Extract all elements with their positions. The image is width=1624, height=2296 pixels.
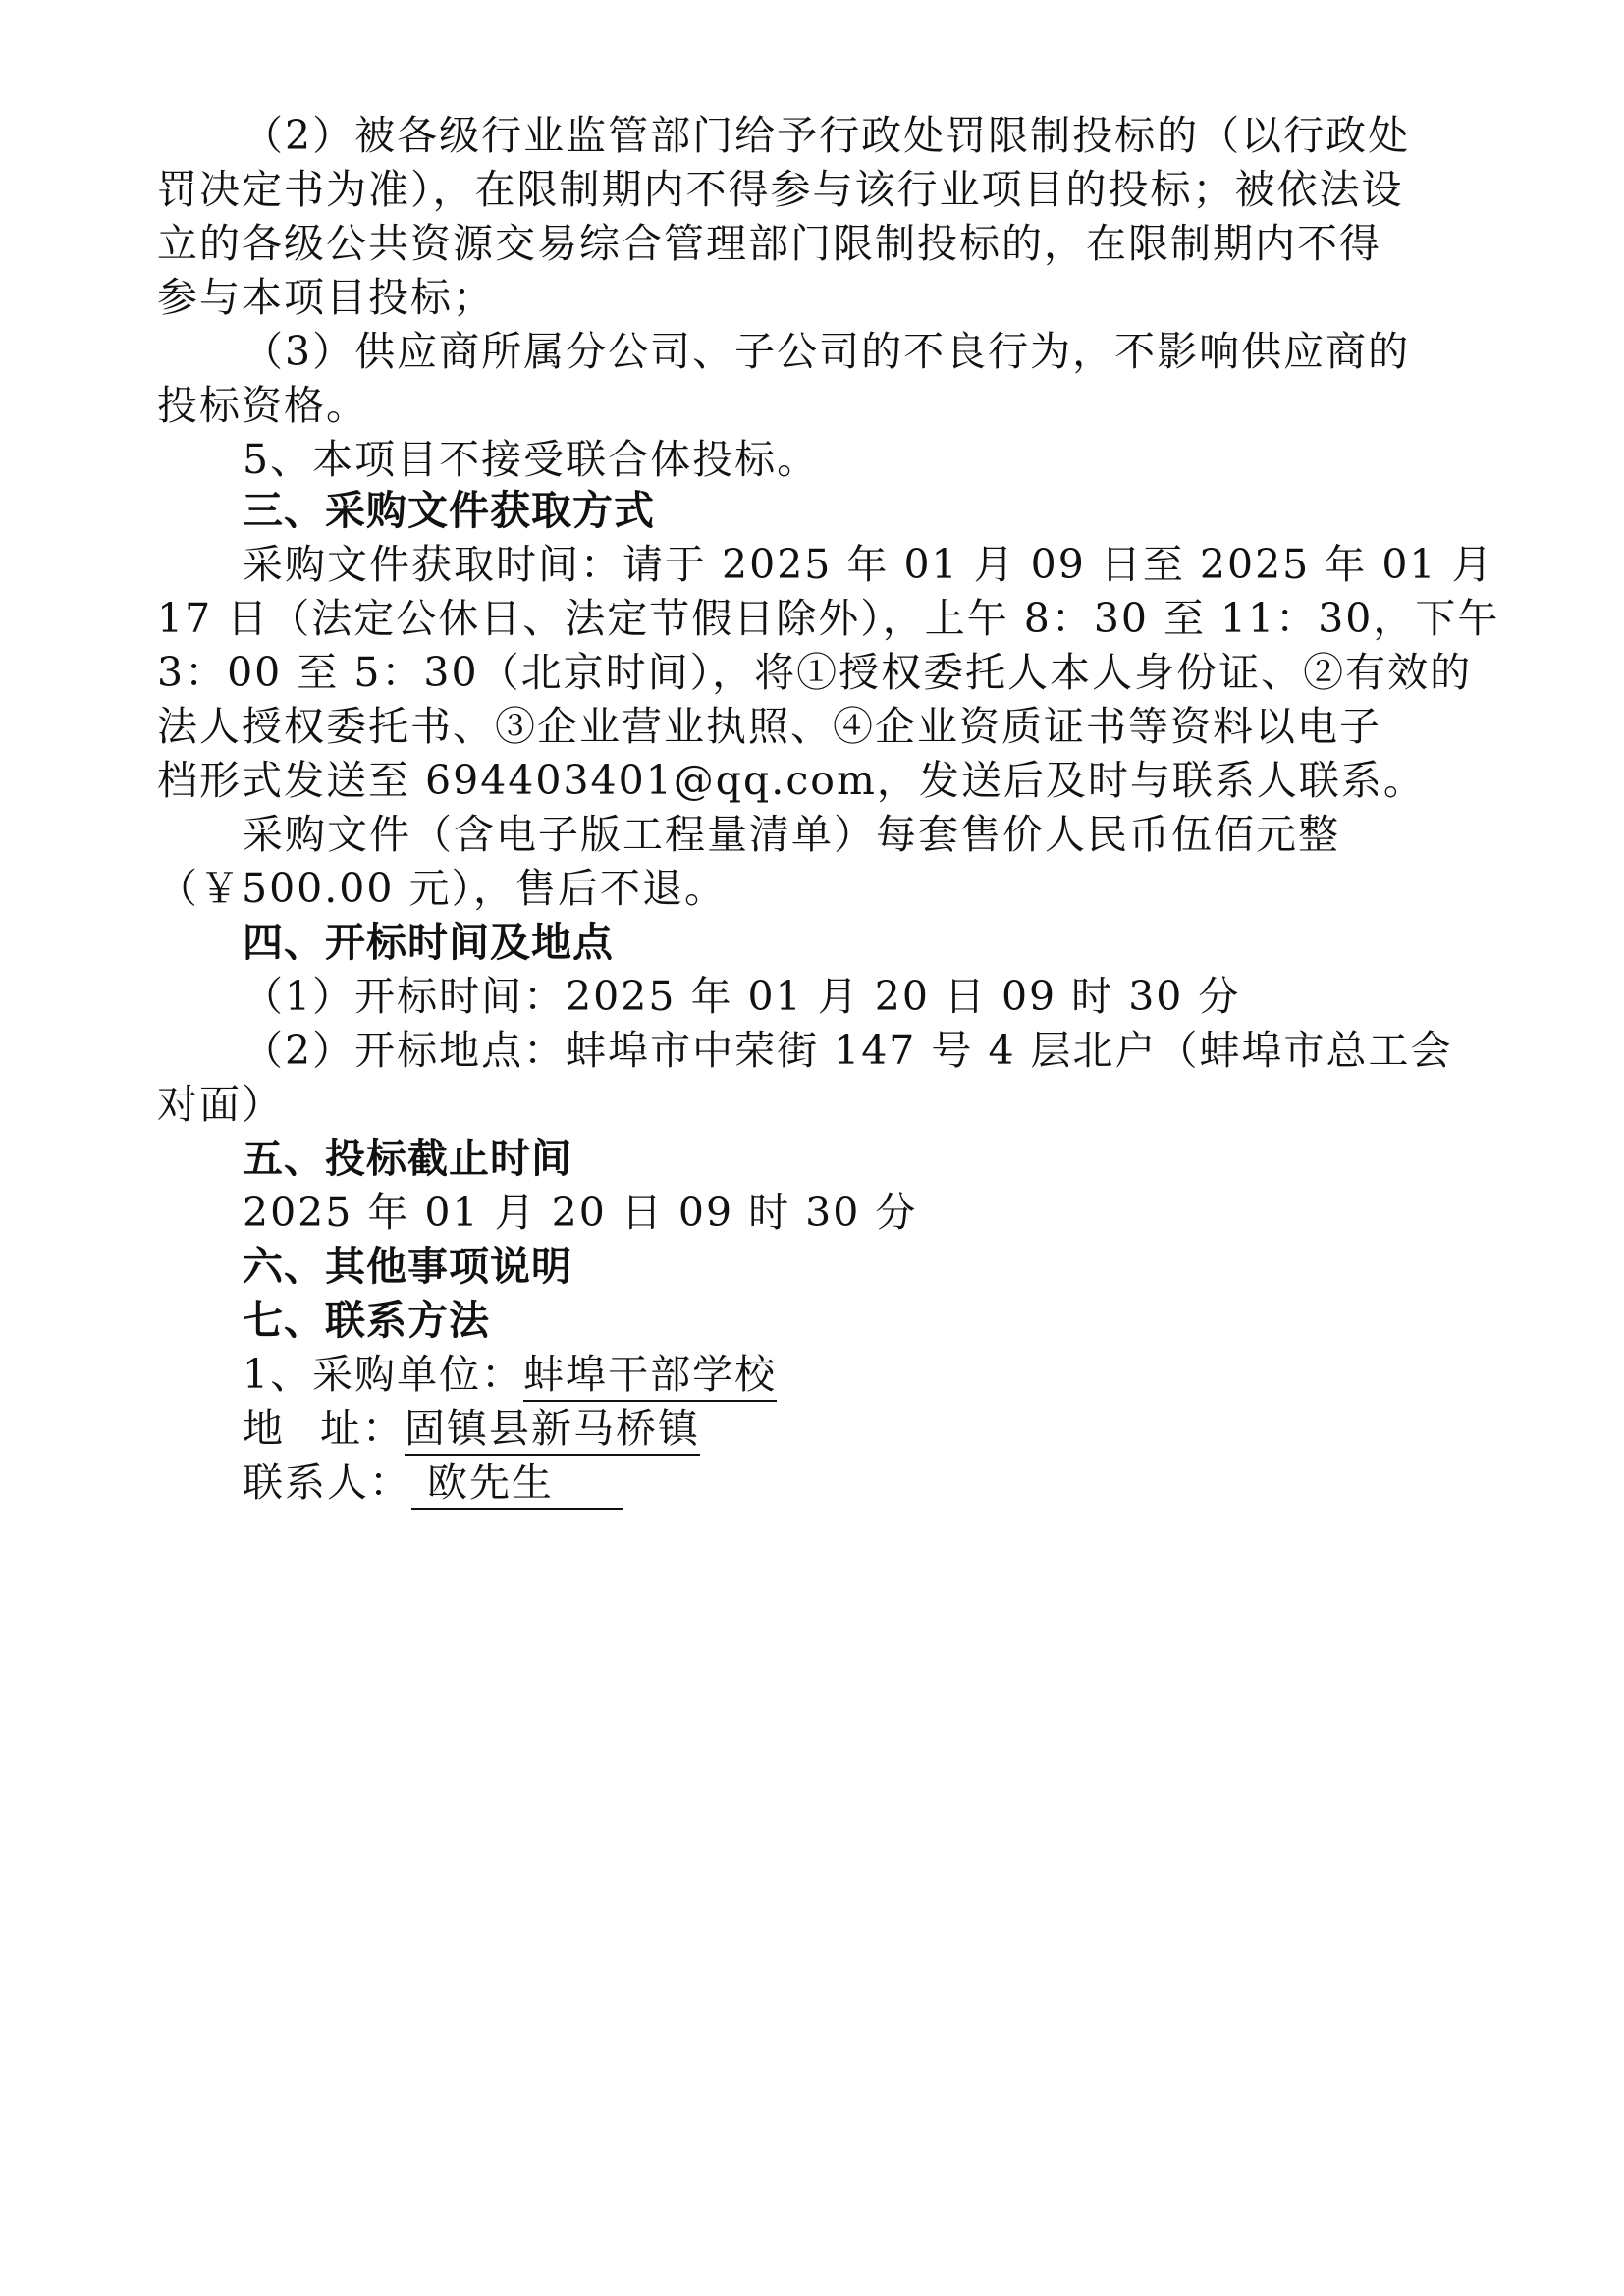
section4-open-place-line2: 对面） [157,1081,284,1128]
buyer-row [243,1345,1453,1404]
buyer-value: 蚌埠干部学校 [523,1349,777,1402]
section3-time-line4: 法人授权委托书、③企业营业执照、④企业资质证书等资料以电子 [157,703,1381,750]
section3-time-line3: 3：00 至 5：30（北京时间），将①授权委托人本人身份证、②有效的 [157,649,1473,696]
item3-line1: （3）供应商所属分公司、子公司的不良行为，不影响供应商的 [243,328,1411,375]
section4-open-place-line1: （2）开标地点：蚌埠市中荣街 147 号 4 层北户（蚌埠市总工会 [243,1027,1453,1074]
section5-heading: 五、投标截止时间 [243,1135,572,1182]
section3-time-line2: 17 日（法定公休日、法定节假日除外），上午 8：30 至 11：30，下午 [157,595,1500,642]
section5-deadline: 2025 年 01 月 20 日 09 时 30 分 [243,1189,918,1236]
address-row [243,1399,1453,1458]
address-value: 固镇县新马桥镇 [405,1403,700,1456]
contact-row [243,1453,1453,1512]
address-label-second-part: 址： [320,1405,405,1452]
section3-time-line5: 档形式发送至 694403401@qq.com，发送后及时与联系人联系。 [157,757,1426,804]
contact-label: 联系人： [243,1459,411,1506]
contact-value: 欧先生 [411,1457,623,1510]
section3-price-line2: （￥500.00 元），售后不退。 [157,865,727,912]
item2-line4: 参与本项目投标； [157,274,495,321]
item5: 5、本项目不接受联合体投标。 [243,436,820,483]
section3-heading: 三、采购文件获取方式 [243,487,655,534]
item3-line2: 投标资格。 [157,382,368,429]
section7-heading: 七、联系方法 [243,1297,490,1344]
section3-time-line1: 采购文件获取时间：请于 2025 年 01 月 09 日至 2025 年 01 月 [243,541,1494,588]
section4-open-time: （1）开标时间：2025 年 01 月 20 日 09 时 30 分 [243,973,1241,1020]
address-label-first-char: 地 [243,1405,320,1452]
section4-heading: 四、开标时间及地点 [243,919,614,966]
item2-line3: 立的各级公共资源交易综合管理部门限制投标的，在限制期内不得 [157,220,1381,267]
section6-heading: 六、其他事项说明 [243,1243,572,1290]
buyer-label: 1、采购单位： [243,1351,524,1398]
section3-price-line1: 采购文件（含电子版工程量清单）每套售价人民币伍佰元整 [243,811,1340,858]
item2-line1: （2）被各级行业监管部门给予行政处罚限制投标的（以行政处 [243,112,1411,159]
item2-line2: 罚决定书为准），在限制期内不得参与该行业项目的投标；被依法设 [157,166,1404,213]
